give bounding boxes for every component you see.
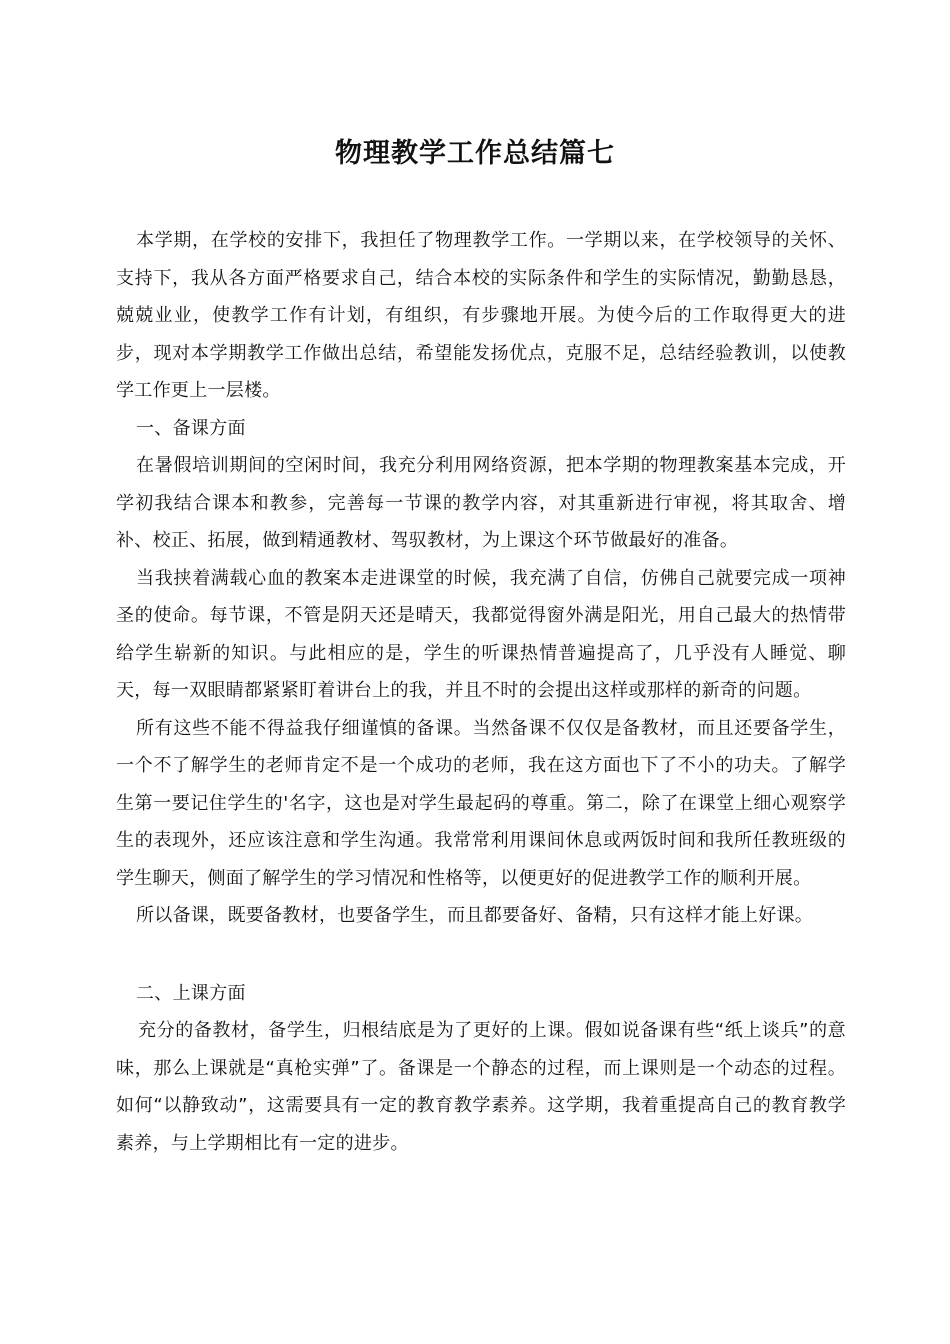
paragraph-lesson-prep-4: 所以备课，既要备教材，也要备学生，而且都要备好、备精，只有这样才能上好课。 [136, 905, 814, 926]
section-heading-lesson-prep: 一、备课方面 [136, 417, 246, 439]
paragraph-teaching-1: 充分的备教材，备学生，归根结底是为了更好的上课。假如说备课有些“纸上谈兵”的意味，那么上课就是“真枪实弹”了。备课是一个静态的过程，而上课则是一个动态的过程。如何“以静致动”，这需要具有一定的教育教学素养。这学期，我着重提高自己的教育教学素养，与上学期相比有一定的进步。 [116, 1020, 846, 1154]
paragraph-lesson-prep-2: 当我挟着满载心血的教案本走进课堂的时候，我充满了自信，仿佛自己就要完成一项神圣的使命。每节课，不管是阴天还是晴天，我都觉得窗外满是阳光，用自己最大的热情带给学生崭新的知识。与此相应的是，学生的听课热情普遍提高了，几乎没有人睡觉、聊天，每一双眼睛都紧紧盯着讲台上的我，并且不时的会提出这样或那样的新奇的问题。 [116, 567, 846, 701]
document-body [116, 222, 846, 1162]
page-title: 物理教学工作总结篇七 [335, 138, 615, 169]
paragraph-lesson-prep-3: 所有这些不能不得益我仔细谨慎的备课。当然备课不仅仅是备教材，而且还要备学生，一个不了解学生的老师肯定不是一个成功的老师，我在这方面也下了不小的功夫。了解学生第一要记住学生的'名字，这也是对学生最起码的尊重。第二，除了在课堂上细心观察学生的表现外，还应该注意和学生沟通。我常常利用课间休息或两饭时间和我所任教班级的学生聊天，侧面了解学生的学习情况和性格等，以便更好的促进教学工作的顺利开展。 [116, 717, 846, 889]
section-heading-teaching: 二、上课方面 [136, 982, 246, 1004]
paragraph-intro: 本学期，在学校的安排下，我担任了物理教学工作。一学期以来，在学校领导的关怀、支持下，我从各方面严格要求自己，结合本校的实际条件和学生的实际情况，勤勤恳恳，兢兢业业，使教学工作有计划，有组织，有步骤地开展。为使今后的工作取得更大的进步，现对本学期教学工作做出总结，希望能发扬优点，克服不足，总结经验教训，以使教学工作更上一层楼。 [116, 230, 846, 401]
paragraph-lesson-prep-1: 在暑假培训期间的空闲时间，我充分利用网络资源，把本学期的物理教案基本完成，开学初我结合课本和教参，完善每一节课的教学内容，对其重新进行审视，将其取舍、增补、校正、拓展，做到精通教材、驾驭教材，为上课这个环节做最好的准备。 [116, 455, 846, 551]
